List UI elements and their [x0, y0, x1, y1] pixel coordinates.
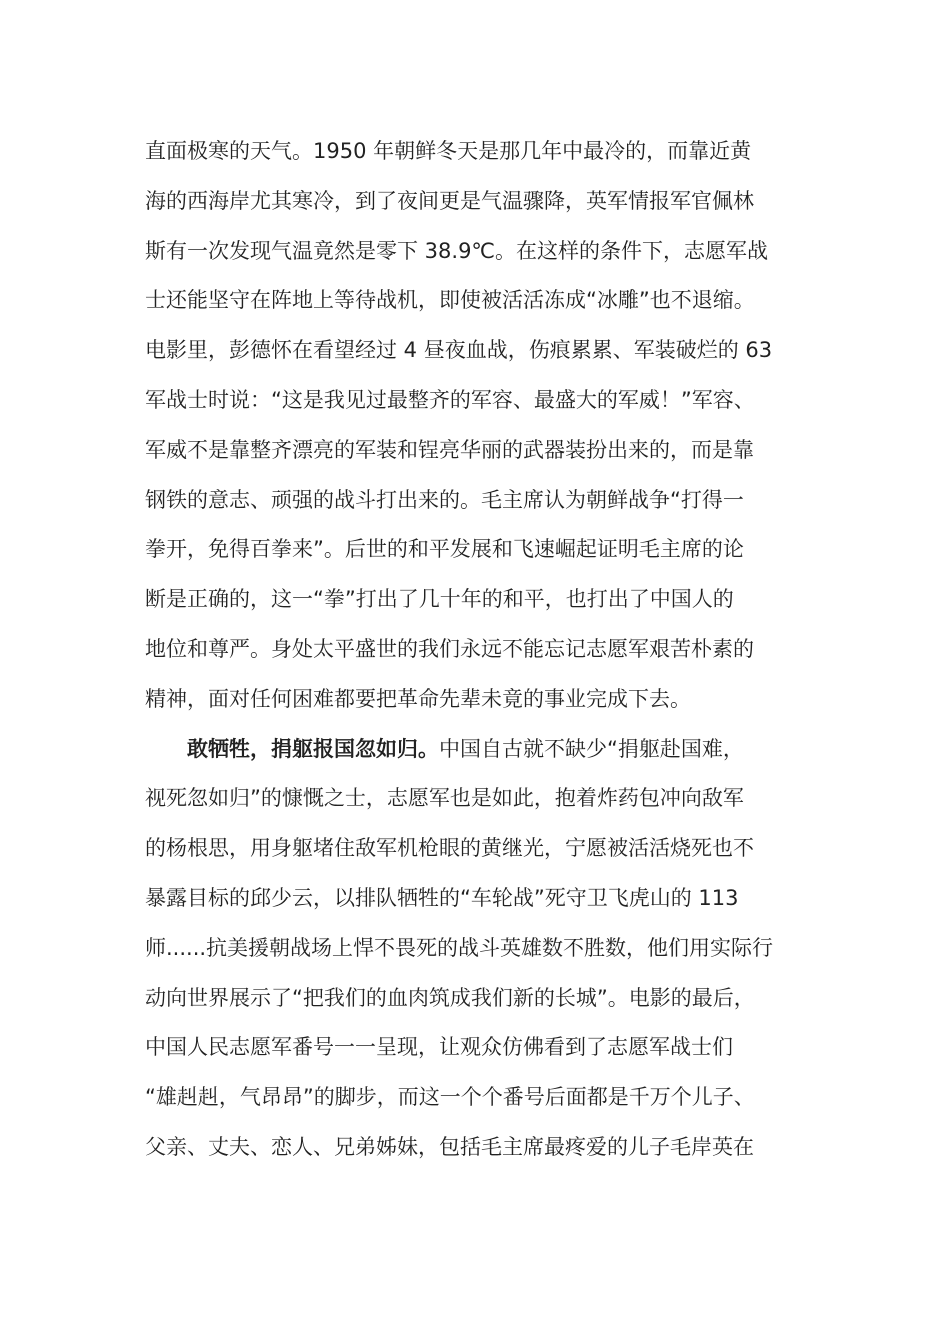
- paragraph-2: [145, 725, 815, 1173]
- text-line: 师......抗美援朝战场上悍不畏死的战斗英雄数不胜数，他们用实际行: [145, 935, 774, 960]
- paragraph-1: [145, 127, 815, 725]
- text-line: 钢铁的意志、顽强的战斗打出来的。毛主席认为朝鲜战争“打得一: [145, 487, 744, 512]
- text-run: 中国自古就不缺少“捐躯赴国难，: [439, 736, 744, 761]
- text-line: 斯有一次发现气温竟然是零下 38.9℃。在这样的条件下，志愿军战: [145, 238, 769, 263]
- section-heading: 敢牺牲，捐躯报国忽如归。: [187, 736, 439, 761]
- text-line: 视死忽如归”的慷慨之士，志愿军也是如此，抱着炸药包冲向敌军: [145, 786, 744, 811]
- body-text: [145, 127, 815, 1173]
- text-line: 暴露目标的邱少云，以排队牺牲的“车轮战”死守卫飞虎山的 113: [145, 885, 739, 910]
- text-line: 中国人民志愿军番号一一呈现，让观众仿佛看到了志愿军战士们: [145, 1035, 733, 1060]
- text-line: 拳开，免得百拳来”。后世的和平发展和飞速崛起证明毛主席的论: [145, 537, 744, 562]
- text-line: 动向世界展示了“把我们的血肉筑成我们新的长城”。电影的最后，: [145, 985, 755, 1010]
- text-line: 军威不是靠整齐漂亮的军装和锃亮华丽的武器装扮出来的，而是靠: [145, 437, 754, 462]
- text-line: 精神，面对任何困难都要把革命先辈未竟的事业完成下去。: [145, 686, 691, 711]
- text-line: 父亲、丈夫、恋人、兄弟姊妹，包括毛主席最疼爱的儿子毛岸英在: [145, 1134, 754, 1159]
- paragraph-2-first-line: [145, 725, 815, 775]
- text-line: 直面极寒的天气。1950 年朝鲜冬天是那几年中最冷的，而靠近黄: [145, 139, 752, 163]
- text-line: 的杨根思，用身躯堵住敌军机枪眼的黄继光，宁愿被活活烧死也不: [145, 836, 754, 861]
- text-line: “雄赳赳，气昂昂”的脚步，而这一个个番号后面都是千万个儿子、: [145, 1085, 755, 1110]
- text-line: 海的西海岸尤其寒冷，到了夜间更是气温骤降，英军情报军官佩林: [145, 188, 754, 213]
- text-line: 地位和尊严。身处太平盛世的我们永远不能忘记志愿军艰苦朴素的: [145, 636, 754, 661]
- text-line: 军战士时说：“这是我见过最整齐的军容、最盛大的军威！”军容、: [145, 387, 755, 412]
- text-line: 士还能坚守在阵地上等待战机，即使被活活冻成“冰雕”也不退缩。: [145, 288, 755, 313]
- text-line: 电影里，彭德怀在看望经过 4 昼夜血战，伤痕累累、军装破烂的 63: [145, 338, 773, 363]
- text-line: 断是正确的，这一“拳”打出了几十年的和平，也打出了中国人的: [145, 587, 734, 612]
